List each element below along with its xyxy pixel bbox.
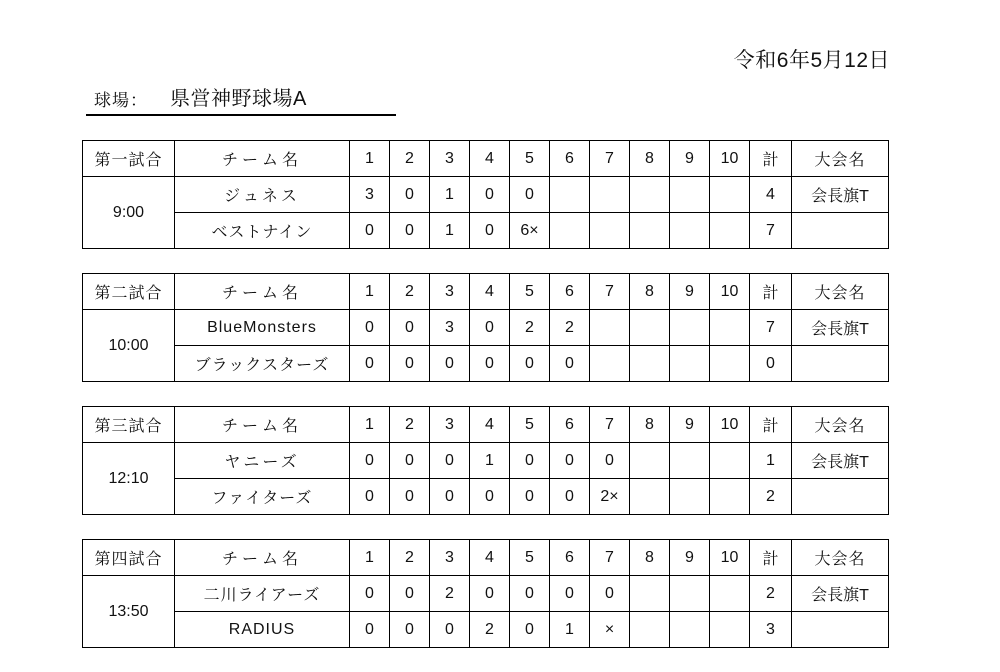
inning-score-cell: 1: [470, 443, 510, 479]
inning-score-cell: [670, 310, 710, 346]
inning-score-cell: 0: [430, 479, 470, 515]
game-header-row: [83, 407, 889, 443]
inning-score-cell: [630, 443, 670, 479]
inning-column-header: 10: [710, 540, 750, 576]
venue-value: 県営神野球場A: [170, 88, 307, 110]
inning-score-cell: 2×: [590, 479, 630, 515]
inning-score-cell: 0: [510, 576, 550, 612]
inning-score-cell: 2: [510, 310, 550, 346]
tournament-column-header: 大会名: [792, 540, 889, 576]
inning-score-cell: [710, 310, 750, 346]
inning-score-cell: [630, 177, 670, 213]
game-order-label: 第二試合: [83, 274, 175, 310]
inning-score-cell: [670, 346, 710, 382]
inning-column-header: 5: [510, 540, 550, 576]
inning-score-cell: 0: [550, 346, 590, 382]
game-time: 9:00: [83, 177, 175, 249]
inning-column-header: 2: [390, 540, 430, 576]
total-score-cell: 7: [750, 213, 792, 249]
inning-column-header: 8: [630, 274, 670, 310]
inning-score-cell: [710, 177, 750, 213]
tournament-name-continued: [792, 479, 889, 515]
game-header-row: [83, 141, 889, 177]
total-score-cell: 3: [750, 612, 792, 648]
game-table: [82, 273, 889, 382]
team-column-header: チーム名: [175, 141, 350, 177]
total-score-cell: 7: [750, 310, 792, 346]
inning-score-cell: 0: [510, 346, 550, 382]
team-row: [83, 310, 889, 346]
tournament-name-continued: [792, 612, 889, 648]
inning-score-cell: [670, 479, 710, 515]
tournament-column-header: 大会名: [792, 274, 889, 310]
inning-score-cell: [710, 479, 750, 515]
inning-score-cell: [710, 612, 750, 648]
total-score-cell: 2: [750, 576, 792, 612]
inning-column-header: 1: [350, 274, 390, 310]
team-column-header: チーム名: [175, 407, 350, 443]
inning-column-header: 7: [590, 274, 630, 310]
inning-score-cell: [710, 443, 750, 479]
inning-score-cell: 0: [430, 346, 470, 382]
inning-column-header: 3: [430, 407, 470, 443]
team-name: ブラックスターズ: [175, 346, 350, 382]
tournament-name-continued: [792, 213, 889, 249]
inning-score-cell: 0: [470, 346, 510, 382]
team-name: ジュネス: [175, 177, 350, 213]
inning-column-header: 6: [550, 141, 590, 177]
inning-column-header: 4: [470, 407, 510, 443]
total-column-header: 計: [750, 407, 792, 443]
team-row: [83, 612, 889, 648]
inning-score-cell: 0: [510, 612, 550, 648]
inning-score-cell: 0: [470, 177, 510, 213]
inning-column-header: 6: [550, 407, 590, 443]
inning-score-cell: 0: [350, 346, 390, 382]
tournament-name: 会長旗T: [792, 310, 889, 346]
inning-score-cell: 0: [430, 612, 470, 648]
team-name: BlueMonsters: [175, 310, 350, 346]
game-table: [82, 140, 889, 249]
team-name: ベストナイン: [175, 213, 350, 249]
tournament-name: 会長旗T: [792, 576, 889, 612]
inning-column-header: 3: [430, 274, 470, 310]
inning-score-cell: 0: [470, 213, 510, 249]
inning-score-cell: 0: [510, 479, 550, 515]
inning-score-cell: 0: [390, 310, 430, 346]
inning-score-cell: 0: [350, 310, 390, 346]
inning-score-cell: [590, 346, 630, 382]
game-time: 13:50: [83, 576, 175, 648]
venue-row: [86, 82, 396, 116]
inning-column-header: 2: [390, 141, 430, 177]
inning-column-header: 9: [670, 274, 710, 310]
inning-column-header: 3: [430, 141, 470, 177]
team-name: RADIUS: [175, 612, 350, 648]
inning-score-cell: [630, 213, 670, 249]
tournament-name: 会長旗T: [792, 177, 889, 213]
inning-column-header: 10: [710, 141, 750, 177]
inning-score-cell: [630, 576, 670, 612]
inning-column-header: 6: [550, 540, 590, 576]
game-order-label: 第四試合: [83, 540, 175, 576]
game-order-label: 第三試合: [83, 407, 175, 443]
inning-column-header: 2: [390, 274, 430, 310]
inning-score-cell: 0: [350, 612, 390, 648]
inning-column-header: 7: [590, 141, 630, 177]
inning-score-cell: 0: [390, 443, 430, 479]
team-column-header: チーム名: [175, 274, 350, 310]
inning-score-cell: [550, 213, 590, 249]
inning-score-cell: ×: [590, 612, 630, 648]
inning-score-cell: 0: [470, 576, 510, 612]
inning-score-cell: 0: [390, 213, 430, 249]
inning-score-cell: 2: [430, 576, 470, 612]
inning-score-cell: [630, 346, 670, 382]
inning-column-header: 1: [350, 540, 390, 576]
team-row: [83, 576, 889, 612]
inning-score-cell: [670, 576, 710, 612]
tournament-column-header: 大会名: [792, 141, 889, 177]
inning-column-header: 9: [670, 141, 710, 177]
inning-column-header: 1: [350, 141, 390, 177]
inning-score-cell: 0: [390, 177, 430, 213]
inning-score-cell: 0: [550, 576, 590, 612]
document-date: 令和6年5月12日: [733, 49, 890, 72]
inning-score-cell: [710, 576, 750, 612]
inning-score-cell: [710, 213, 750, 249]
inning-column-header: 6: [550, 274, 590, 310]
inning-score-cell: 0: [510, 443, 550, 479]
inning-score-cell: 0: [390, 346, 430, 382]
inning-column-header: 5: [510, 407, 550, 443]
inning-column-header: 5: [510, 141, 550, 177]
total-column-header: 計: [750, 540, 792, 576]
team-row: [83, 443, 889, 479]
inning-score-cell: 0: [390, 576, 430, 612]
game-time: 12:10: [83, 443, 175, 515]
venue-label: 球場：: [94, 91, 148, 110]
total-column-header: 計: [750, 141, 792, 177]
inning-score-cell: 0: [590, 443, 630, 479]
inning-score-cell: [590, 213, 630, 249]
inning-score-cell: [550, 177, 590, 213]
game-table: [82, 406, 889, 515]
game-blocks: [82, 140, 888, 672]
team-row: [83, 177, 889, 213]
inning-score-cell: [590, 177, 630, 213]
inning-score-cell: 3: [430, 310, 470, 346]
inning-column-header: 8: [630, 540, 670, 576]
inning-score-cell: 2: [470, 612, 510, 648]
total-score-cell: 4: [750, 177, 792, 213]
team-row: [83, 213, 889, 249]
inning-column-header: 9: [670, 540, 710, 576]
inning-column-header: 4: [470, 274, 510, 310]
game-header-row: [83, 274, 889, 310]
team-column-header: チーム名: [175, 540, 350, 576]
inning-score-cell: [630, 479, 670, 515]
inning-score-cell: 0: [470, 479, 510, 515]
inning-score-cell: 0: [350, 576, 390, 612]
game-order-label: 第一試合: [83, 141, 175, 177]
inning-score-cell: 3: [350, 177, 390, 213]
inning-column-header: 1: [350, 407, 390, 443]
total-column-header: 計: [750, 274, 792, 310]
game-table: [82, 539, 889, 648]
inning-score-cell: 0: [350, 443, 390, 479]
inning-column-header: 9: [670, 407, 710, 443]
team-name: 二川ライアーズ: [175, 576, 350, 612]
inning-column-header: 8: [630, 407, 670, 443]
total-score-cell: 2: [750, 479, 792, 515]
inning-score-cell: 1: [550, 612, 590, 648]
inning-column-header: 10: [710, 274, 750, 310]
inning-score-cell: [590, 310, 630, 346]
tournament-name: 会長旗T: [792, 443, 889, 479]
inning-score-cell: [630, 612, 670, 648]
inning-score-cell: [670, 213, 710, 249]
inning-column-header: 8: [630, 141, 670, 177]
inning-column-header: 2: [390, 407, 430, 443]
inning-score-cell: 0: [430, 443, 470, 479]
tournament-name-continued: [792, 346, 889, 382]
inning-column-header: 7: [590, 540, 630, 576]
inning-column-header: 4: [470, 141, 510, 177]
inning-score-cell: [670, 177, 710, 213]
inning-score-cell: 0: [390, 479, 430, 515]
inning-score-cell: [670, 612, 710, 648]
team-name: ヤニーズ: [175, 443, 350, 479]
total-score-cell: 0: [750, 346, 792, 382]
inning-score-cell: 0: [510, 177, 550, 213]
inning-column-header: 4: [470, 540, 510, 576]
inning-score-cell: 0: [390, 612, 430, 648]
inning-score-cell: 2: [550, 310, 590, 346]
inning-score-cell: [710, 346, 750, 382]
inning-column-header: 5: [510, 274, 550, 310]
inning-column-header: 7: [590, 407, 630, 443]
inning-column-header: 10: [710, 407, 750, 443]
inning-score-cell: [670, 443, 710, 479]
inning-score-cell: 6×: [510, 213, 550, 249]
inning-score-cell: 0: [470, 310, 510, 346]
inning-score-cell: 0: [550, 479, 590, 515]
team-row: [83, 346, 889, 382]
inning-score-cell: 1: [430, 177, 470, 213]
team-row: [83, 479, 889, 515]
inning-score-cell: [630, 310, 670, 346]
inning-score-cell: 0: [550, 443, 590, 479]
team-name: ファイターズ: [175, 479, 350, 515]
inning-score-cell: 0: [350, 479, 390, 515]
inning-score-cell: 0: [350, 213, 390, 249]
total-score-cell: 1: [750, 443, 792, 479]
game-time: 10:00: [83, 310, 175, 382]
inning-score-cell: 0: [590, 576, 630, 612]
tournament-column-header: 大会名: [792, 407, 889, 443]
game-header-row: [83, 540, 889, 576]
inning-column-header: 3: [430, 540, 470, 576]
inning-score-cell: 1: [430, 213, 470, 249]
